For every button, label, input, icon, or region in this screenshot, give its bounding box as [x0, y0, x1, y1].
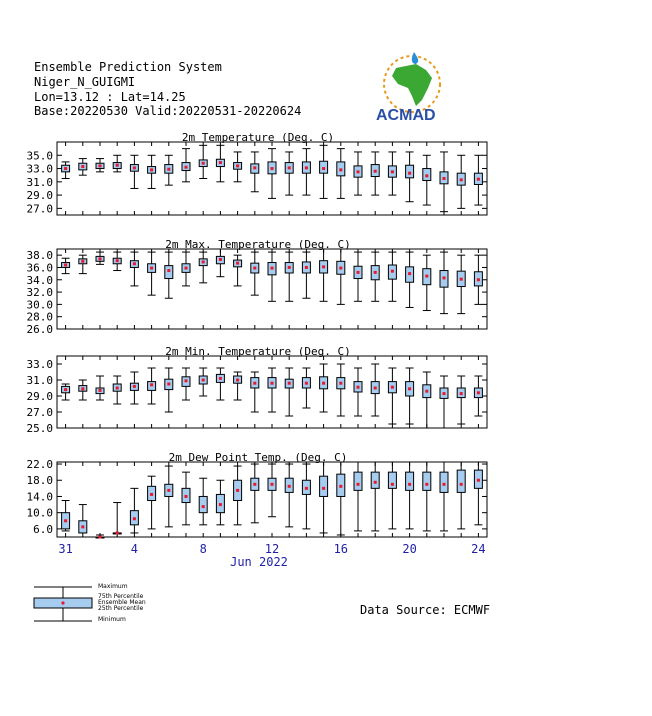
mean-marker — [253, 382, 256, 385]
header-line-3: Lon=13.12 : Lat=14.25 — [34, 90, 186, 104]
mean-marker — [185, 166, 188, 169]
y-tick-label: 31.0 — [26, 374, 53, 387]
box-day-3 — [96, 252, 104, 264]
iqr-box — [406, 472, 414, 490]
iqr-box — [199, 496, 207, 512]
mean-marker — [253, 267, 256, 270]
box-day-11 — [234, 255, 242, 286]
mean-marker — [185, 379, 188, 382]
box-day-4 — [113, 376, 121, 404]
legend-box-icon — [30, 584, 96, 626]
box-day-12 — [251, 152, 259, 192]
mean-marker — [288, 166, 291, 169]
mean-marker — [81, 260, 84, 263]
box-day-18 — [354, 152, 362, 195]
mean-marker — [288, 266, 291, 269]
box-day-16 — [320, 249, 328, 301]
mean-marker — [374, 271, 377, 274]
mean-marker — [116, 531, 119, 534]
mean-marker — [271, 483, 274, 486]
iqr-box — [320, 476, 328, 496]
mean-marker — [339, 485, 342, 488]
box-day-21 — [406, 252, 414, 307]
box-day-20 — [388, 368, 396, 424]
box-day-20 — [388, 252, 396, 301]
box-day-24 — [457, 462, 465, 529]
box-day-18 — [354, 462, 362, 531]
mean-marker — [202, 505, 205, 508]
box-day-15 — [302, 368, 310, 408]
panel-title: 2m Dew Point Temp. (Deg. C) — [168, 451, 348, 464]
mean-marker — [185, 267, 188, 270]
mean-marker — [443, 177, 446, 180]
box-day-2 — [79, 159, 87, 176]
logo-text: ACMAD — [376, 107, 436, 124]
mean-marker — [150, 493, 153, 496]
y-tick-label: 26.0 — [26, 323, 53, 336]
mean-marker — [116, 387, 119, 390]
chart-panel-3 — [27, 345, 488, 435]
legend-minimum: Minimum — [98, 616, 126, 623]
box-day-17 — [337, 249, 345, 304]
mean-marker — [167, 269, 170, 272]
box-day-8 — [182, 149, 190, 182]
y-tick-label: 30.0 — [26, 298, 53, 312]
y-tick-label: 32.0 — [26, 286, 53, 300]
x-tick-label: 12 — [264, 542, 280, 556]
box-day-14 — [285, 464, 293, 527]
y-tick-label: 27.0 — [26, 202, 53, 216]
mean-marker — [150, 267, 153, 270]
mean-marker — [408, 387, 411, 390]
y-tick-label: 28.0 — [26, 310, 53, 324]
iqr-box — [406, 165, 414, 178]
mean-marker — [219, 377, 222, 380]
box-day-21 — [406, 462, 414, 529]
box-day-25 — [474, 462, 482, 525]
mean-marker — [150, 168, 153, 171]
box-day-6 — [148, 368, 156, 404]
mean-marker — [460, 178, 463, 181]
box-day-23 — [440, 252, 448, 314]
box-day-6 — [148, 252, 156, 295]
box-day-19 — [371, 462, 379, 531]
y-tick-label: 22.0 — [26, 458, 53, 472]
mean-marker — [477, 178, 480, 181]
mean-marker — [202, 379, 205, 382]
header-line-2: Niger_N_GUIGMI — [34, 75, 136, 89]
box-day-7 — [165, 155, 173, 185]
mean-marker — [425, 275, 428, 278]
chart-panel-4 — [27, 451, 488, 569]
mean-marker — [408, 483, 411, 486]
iqr-box — [440, 472, 448, 492]
chart-panel-1 — [27, 131, 488, 215]
box-day-11 — [234, 372, 242, 400]
y-tick-label: 14.0 — [26, 490, 53, 504]
box-day-17 — [337, 149, 345, 199]
x-tick-label: 31 — [58, 542, 73, 556]
mean-marker — [185, 495, 188, 498]
box-day-25 — [474, 376, 482, 416]
box-day-23 — [440, 152, 448, 212]
box-day-23 — [440, 462, 448, 531]
mean-marker — [374, 387, 377, 390]
mean-marker — [305, 487, 308, 490]
box-day-24 — [457, 255, 465, 313]
chart-panel-2 — [27, 238, 488, 336]
x-tick-label: 4 — [130, 542, 139, 556]
box-day-10 — [216, 480, 224, 525]
panel-title: 2m Min. Temperature (Deg. C) — [165, 345, 351, 358]
header-line-4: Base:20220530 Valid:20220531-20220624 — [34, 104, 302, 118]
mean-marker — [408, 172, 411, 175]
iqr-box — [354, 472, 362, 490]
mean-marker — [99, 164, 102, 167]
y-tick-label: 34.0 — [26, 273, 53, 287]
mean-marker — [236, 489, 239, 492]
mean-marker — [271, 382, 274, 385]
mean-marker — [443, 392, 446, 395]
box-day-25 — [474, 255, 482, 304]
mean-marker — [219, 161, 222, 164]
mean-marker — [64, 388, 67, 391]
x-tick-label: 16 — [333, 542, 349, 556]
mean-marker — [357, 483, 360, 486]
mean-marker — [391, 483, 394, 486]
mean-marker — [133, 385, 136, 388]
box-day-14 — [285, 368, 293, 416]
mean-marker — [81, 387, 84, 390]
box-day-2 — [79, 255, 87, 273]
box-day-5 — [130, 252, 138, 286]
box-day-21 — [406, 368, 414, 424]
box-day-7 — [165, 466, 173, 527]
mean-marker — [202, 260, 205, 263]
box-day-4 — [113, 503, 121, 535]
box-day-25 — [474, 155, 482, 205]
box-day-1 — [62, 258, 70, 273]
legend-p25: 25th Percentile — [98, 605, 144, 612]
box-day-10 — [216, 145, 224, 182]
mean-marker — [236, 262, 239, 265]
iqr-box — [388, 472, 396, 488]
box-day-4 — [113, 252, 121, 270]
mean-marker — [322, 487, 325, 490]
box-day-9 — [199, 478, 207, 525]
box-day-9 — [199, 368, 207, 396]
mean-marker — [374, 170, 377, 173]
mean-marker — [443, 483, 446, 486]
y-tick-label: 27.0 — [26, 406, 53, 419]
legend-mean: Ensemble Mean — [98, 599, 146, 606]
panel-title: 2m Max. Temperature (Deg. C) — [165, 238, 351, 251]
mean-marker — [339, 382, 342, 385]
mean-marker — [64, 264, 67, 267]
mean-marker — [357, 386, 360, 389]
y-tick-label: 10.0 — [26, 506, 53, 520]
box-day-8 — [182, 472, 190, 525]
mean-marker — [391, 270, 394, 273]
mean-marker — [408, 272, 411, 275]
mean-marker — [477, 479, 480, 482]
box-day-13 — [268, 464, 276, 517]
box-day-17 — [337, 462, 345, 535]
box-day-5 — [130, 372, 138, 404]
mean-marker — [425, 174, 428, 177]
mean-marker — [167, 383, 170, 386]
box-day-5 — [130, 488, 138, 533]
box-day-18 — [354, 368, 362, 416]
mean-marker — [150, 383, 153, 386]
box-day-19 — [371, 252, 379, 301]
box-day-19 — [371, 364, 379, 416]
y-tick-label: 38.0 — [26, 249, 53, 263]
box-day-22 — [423, 255, 431, 310]
box-day-16 — [320, 145, 328, 198]
mean-marker — [322, 167, 325, 170]
mean-marker — [81, 165, 84, 168]
iqr-box — [371, 472, 379, 488]
box-day-4 — [113, 155, 121, 172]
box-day-3 — [96, 159, 104, 172]
mean-marker — [167, 489, 170, 492]
mean-marker — [64, 167, 67, 170]
box-day-3 — [96, 535, 104, 539]
y-tick-label: 29.0 — [26, 390, 53, 403]
mean-marker — [391, 386, 394, 389]
box-day-16 — [320, 364, 328, 412]
y-tick-label: 29.0 — [26, 189, 53, 203]
box-day-15 — [302, 252, 310, 298]
mean-marker — [357, 271, 360, 274]
mean-marker — [460, 483, 463, 486]
mean-marker — [253, 166, 256, 169]
mean-marker — [477, 278, 480, 281]
mean-marker — [99, 257, 102, 260]
box-day-13 — [268, 252, 276, 301]
box-day-8 — [182, 368, 190, 400]
mean-marker — [219, 258, 222, 261]
mean-marker — [460, 392, 463, 395]
y-tick-label: 36.0 — [26, 261, 53, 275]
box-day-13 — [268, 368, 276, 412]
x-axis-month: Jun 2022 — [230, 555, 288, 569]
box-day-8 — [182, 252, 190, 286]
box-day-12 — [251, 252, 259, 295]
box-day-2 — [79, 380, 87, 400]
mean-marker — [64, 519, 67, 522]
mean-marker — [322, 265, 325, 268]
mean-marker — [133, 262, 136, 265]
mean-marker — [305, 166, 308, 169]
mean-marker — [339, 168, 342, 171]
box-day-11 — [234, 466, 242, 525]
box-day-9 — [199, 145, 207, 178]
mean-marker — [116, 164, 119, 167]
box-day-22 — [423, 462, 431, 531]
y-tick-label: 6.0 — [33, 522, 53, 536]
box-day-15 — [302, 149, 310, 195]
y-tick-label: 33.0 — [26, 358, 53, 371]
mean-marker — [99, 389, 102, 392]
legend-maximum: Maximum — [98, 583, 128, 590]
legend-p75: 75th Percentile — [98, 593, 144, 600]
box-day-11 — [234, 152, 242, 182]
header-line-1: Ensemble Prediction System — [34, 60, 222, 74]
x-tick-label: 24 — [471, 542, 486, 556]
y-tick-label: 31.0 — [26, 175, 53, 189]
mean-marker — [425, 390, 428, 393]
mean-marker — [460, 278, 463, 281]
box-day-7 — [165, 368, 173, 412]
mean-marker — [236, 164, 239, 167]
data-source-label: Data Source: ECMWF — [360, 603, 491, 617]
mean-marker — [477, 391, 480, 394]
panel-title: 2m Temperature (Deg. C) — [181, 131, 335, 144]
x-tick-label: 8 — [199, 542, 207, 556]
box-day-10 — [216, 249, 224, 277]
mean-marker — [357, 170, 360, 173]
box-day-18 — [354, 252, 362, 301]
box-day-20 — [388, 462, 396, 529]
mean-marker — [81, 525, 84, 528]
box-day-23 — [440, 376, 448, 428]
box-day-12 — [251, 464, 259, 523]
mean-marker — [99, 536, 102, 539]
box-day-1 — [62, 384, 70, 400]
box-day-19 — [371, 152, 379, 195]
box-day-15 — [302, 464, 310, 529]
box-day-6 — [148, 155, 156, 188]
mean-marker — [391, 170, 394, 173]
box-day-14 — [285, 152, 293, 195]
mean-marker — [322, 382, 325, 385]
mean-marker — [374, 481, 377, 484]
box-day-7 — [165, 252, 173, 298]
y-tick-label: 35.0 — [26, 149, 53, 163]
box-day-24 — [457, 155, 465, 208]
y-tick-label: 33.0 — [26, 162, 53, 176]
mean-marker — [305, 266, 308, 269]
mean-marker — [425, 483, 428, 486]
mean-marker — [271, 167, 274, 170]
box-day-2 — [79, 505, 87, 533]
box-day-21 — [406, 152, 414, 202]
mean-marker — [167, 168, 170, 171]
box-day-10 — [216, 368, 224, 400]
y-tick-label: 25.0 — [26, 422, 53, 435]
mean-marker — [305, 382, 308, 385]
box-day-22 — [423, 372, 431, 428]
box-day-22 — [423, 155, 431, 205]
box-day-3 — [96, 376, 104, 400]
box-day-24 — [457, 376, 465, 424]
mean-marker — [133, 517, 136, 520]
box-day-13 — [268, 149, 276, 199]
y-tick-label: 18.0 — [26, 474, 53, 488]
box-day-5 — [130, 155, 138, 188]
iqr-box — [165, 266, 173, 279]
mean-marker — [288, 382, 291, 385]
mean-marker — [271, 267, 274, 270]
mean-marker — [443, 276, 446, 279]
mean-marker — [219, 503, 222, 506]
mean-marker — [339, 267, 342, 270]
mean-marker — [133, 166, 136, 169]
mean-marker — [202, 162, 205, 165]
x-tick-label: 20 — [402, 542, 417, 556]
box-day-17 — [337, 364, 345, 416]
iqr-box — [423, 472, 431, 490]
box-day-14 — [285, 252, 293, 301]
box-day-6 — [148, 476, 156, 529]
box-day-20 — [388, 152, 396, 195]
mean-marker — [116, 259, 119, 262]
box-day-1 — [62, 162, 70, 179]
box-day-16 — [320, 462, 328, 533]
mean-marker — [236, 379, 239, 382]
iqr-box — [457, 470, 465, 492]
mean-marker — [253, 483, 256, 486]
box-day-12 — [251, 372, 259, 412]
box-day-1 — [62, 501, 70, 531]
mean-marker — [288, 485, 291, 488]
box-day-9 — [199, 252, 207, 283]
